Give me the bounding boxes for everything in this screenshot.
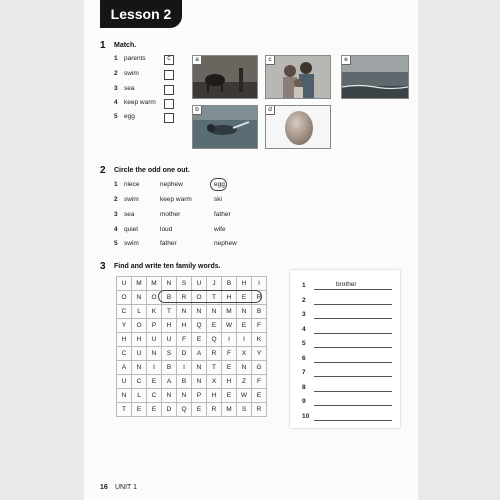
swimmer-image <box>193 106 257 148</box>
grid-letter[interactable]: B <box>177 375 192 389</box>
grid-letter[interactable]: Y <box>252 347 267 361</box>
grid-letter[interactable]: Q <box>177 403 192 417</box>
grid-letter[interactable]: P <box>147 319 162 333</box>
grid-letter[interactable]: K <box>147 305 162 319</box>
answer-number: 9 <box>302 398 306 405</box>
grid-row <box>117 305 267 319</box>
found-word-circle <box>158 290 262 303</box>
grid-letter[interactable]: L <box>132 389 147 403</box>
answer-text: brother <box>336 281 357 288</box>
grid-letter[interactable]: M <box>222 403 237 417</box>
grid-letter[interactable]: I <box>252 277 267 291</box>
answer-number: 4 <box>302 325 306 333</box>
grid-letter[interactable]: D <box>177 347 192 361</box>
grid-row <box>117 333 267 347</box>
grid-letter[interactable]: E <box>252 389 267 403</box>
photo-label: d <box>266 106 275 115</box>
odd-row-number: 4 <box>114 226 118 233</box>
answer-line[interactable] <box>314 289 392 290</box>
match-item-number: 2 <box>114 70 118 77</box>
match-answer-box[interactable] <box>164 99 174 109</box>
grid-letter[interactable]: S <box>237 403 252 417</box>
grid-letter[interactable]: R <box>207 403 222 417</box>
grid-letter[interactable]: T <box>162 305 177 319</box>
grid-letter[interactable]: T <box>207 291 222 305</box>
grid-letter[interactable]: U <box>117 375 132 389</box>
grid-letter[interactable]: E <box>207 319 222 333</box>
answer-line[interactable] <box>314 347 392 348</box>
odd-word-2[interactable]: mother <box>160 211 181 218</box>
grid-letter[interactable]: M <box>132 277 147 291</box>
grid-letter[interactable]: E <box>222 389 237 403</box>
grid-letter[interactable]: H <box>207 389 222 403</box>
exercise-2-title: Circle the odd one out. <box>114 167 190 174</box>
photo-a <box>192 55 258 99</box>
exercise-1-title: Match. <box>114 42 137 49</box>
grid-letter[interactable]: L <box>132 305 147 319</box>
grid-letter[interactable]: I <box>237 333 252 347</box>
odd-row-number: 1 <box>114 181 118 188</box>
exercise-3-number: 3 <box>100 261 106 272</box>
horse-silhouette-image <box>193 56 257 98</box>
exercise-2-number: 2 <box>100 165 106 176</box>
grid-letter[interactable]: E <box>222 361 237 375</box>
grid-letter[interactable]: E <box>192 333 207 347</box>
answer-number: 7 <box>302 369 306 376</box>
grid-letter[interactable]: N <box>192 361 207 375</box>
grid-letter[interactable]: N <box>192 305 207 319</box>
photo-e <box>341 55 409 99</box>
photo-label: e <box>342 56 351 65</box>
grid-letter[interactable]: B <box>252 305 267 319</box>
match-answer-box[interactable] <box>164 85 174 95</box>
answer-number: 6 <box>302 354 306 362</box>
match-answer-box[interactable] <box>164 70 174 80</box>
grid-letter[interactable]: N <box>237 305 252 319</box>
grid-letter[interactable]: R <box>207 347 222 361</box>
egg-image <box>266 106 330 148</box>
grid-letter[interactable]: O <box>117 291 132 305</box>
answer-line[interactable] <box>314 333 392 334</box>
grid-letter[interactable]: Y <box>117 319 132 333</box>
match-item-word: egg <box>124 113 135 120</box>
match-item-number: 1 <box>114 55 118 62</box>
answer-line[interactable] <box>314 405 392 406</box>
match-item-word: swim <box>124 70 139 77</box>
grid-letter[interactable]: B <box>162 361 177 375</box>
grid-letter[interactable]: N <box>177 389 192 403</box>
match-item-number: 4 <box>114 99 118 106</box>
grid-letter[interactable]: A <box>192 347 207 361</box>
grid-letter[interactable]: F <box>252 375 267 389</box>
grid-letter[interactable]: N <box>237 361 252 375</box>
odd-word-1[interactable]: swim <box>124 240 139 247</box>
grid-letter[interactable]: S <box>177 277 192 291</box>
match-item-word: sea <box>124 85 135 92</box>
odd-row-number: 5 <box>114 240 118 247</box>
grid-letter[interactable]: E <box>132 403 147 417</box>
grid-letter[interactable]: X <box>207 375 222 389</box>
family-image <box>266 56 330 98</box>
grid-letter[interactable]: G <box>252 361 267 375</box>
grid-letter[interactable]: S <box>162 347 177 361</box>
match-item-word: keep warm <box>124 99 156 106</box>
answer-number: 8 <box>302 383 306 391</box>
odd-row-number: 2 <box>114 196 118 203</box>
grid-letter[interactable]: E <box>237 319 252 333</box>
grid-letter[interactable]: H <box>222 291 237 305</box>
grid-letter[interactable]: W <box>237 389 252 403</box>
grid-letter[interactable]: C <box>117 347 132 361</box>
grid-row <box>117 277 267 291</box>
grid-letter[interactable]: P <box>192 389 207 403</box>
grid-letter[interactable]: J <box>207 277 222 291</box>
exercise-1-number: 1 <box>100 40 106 51</box>
grid-letter[interactable]: H <box>177 319 192 333</box>
odd-word-3[interactable]: egg <box>214 181 225 188</box>
grid-letter[interactable]: E <box>237 291 252 305</box>
grid-letter[interactable]: F <box>222 347 237 361</box>
grid-letter[interactable]: N <box>132 361 147 375</box>
answer-line[interactable] <box>314 391 392 392</box>
grid-letter[interactable]: H <box>222 375 237 389</box>
grid-letter[interactable]: I <box>147 361 162 375</box>
grid-letter[interactable]: B <box>222 277 237 291</box>
grid-letter[interactable]: T <box>117 403 132 417</box>
photo-label: c <box>266 56 275 65</box>
grid-letter[interactable]: M <box>147 277 162 291</box>
grid-letter[interactable]: X <box>237 347 252 361</box>
grid-letter[interactable]: N <box>147 347 162 361</box>
odd-word-3[interactable]: father <box>214 211 231 218</box>
answer-number: 3 <box>302 311 306 318</box>
answer-number: 10 <box>302 412 310 420</box>
grid-letter[interactable]: H <box>162 319 177 333</box>
grid-row <box>117 361 267 375</box>
grid-letter[interactable]: E <box>147 375 162 389</box>
match-item-number: 3 <box>114 85 118 92</box>
grid-letter[interactable]: K <box>252 333 267 347</box>
answer-line[interactable] <box>314 304 392 305</box>
match-item-word: parents <box>124 55 146 62</box>
grid-letter[interactable]: U <box>117 277 132 291</box>
answer-line[interactable] <box>314 362 392 363</box>
grid-letter[interactable]: B <box>162 291 177 305</box>
grid-letter[interactable]: H <box>237 277 252 291</box>
odd-word-2[interactable]: loud <box>160 226 173 233</box>
grid-row <box>117 403 267 417</box>
unit-label: UNIT 1 <box>115 484 138 491</box>
odd-word-3[interactable]: wife <box>214 226 226 233</box>
grid-letter[interactable]: C <box>132 375 147 389</box>
grid-letter[interactable]: O <box>132 319 147 333</box>
lesson-title: Lesson 2 <box>100 0 182 28</box>
grid-letter[interactable]: N <box>162 277 177 291</box>
answer-line[interactable] <box>314 318 392 319</box>
grid-letter[interactable]: O <box>147 291 162 305</box>
grid-letter[interactable]: A <box>117 361 132 375</box>
photo-label: a <box>193 56 202 65</box>
answer-card <box>290 270 400 428</box>
photo-label: b <box>193 106 202 115</box>
grid-letter[interactable]: N <box>192 375 207 389</box>
answer-number: 5 <box>302 340 306 347</box>
grid-letter[interactable]: Q <box>207 333 222 347</box>
grid-letter[interactable]: F <box>252 319 267 333</box>
odd-word-2[interactable]: keep warm <box>160 196 192 203</box>
photo-b <box>192 105 258 149</box>
odd-row-number: 3 <box>114 211 118 218</box>
grid-letter[interactable]: R <box>252 291 267 305</box>
grid-letter[interactable]: N <box>162 389 177 403</box>
odd-word-2[interactable]: father <box>160 240 177 247</box>
grid-letter[interactable]: Z <box>237 375 252 389</box>
grid-letter[interactable]: R <box>177 291 192 305</box>
grid-letter[interactable]: I <box>222 333 237 347</box>
grid-letter[interactable]: I <box>177 361 192 375</box>
grid-letter[interactable]: F <box>177 333 192 347</box>
grid-letter[interactable]: Q <box>192 319 207 333</box>
grid-letter[interactable]: N <box>207 305 222 319</box>
grid-row <box>117 375 267 389</box>
exercise-3-title: Find and write ten family words. <box>114 263 221 270</box>
grid-letter[interactable]: M <box>222 305 237 319</box>
odd-word-1[interactable]: swim <box>124 196 139 203</box>
grid-letter[interactable]: U <box>162 333 177 347</box>
grid-letter[interactable]: U <box>147 333 162 347</box>
grid-letter[interactable]: T <box>207 361 222 375</box>
match-answer-box[interactable] <box>164 113 174 123</box>
grid-row <box>117 389 267 403</box>
odd-word-1[interactable]: sea <box>124 211 135 218</box>
grid-letter[interactable]: O <box>192 291 207 305</box>
grid-letter[interactable]: A <box>162 375 177 389</box>
answer-line[interactable] <box>314 420 392 421</box>
grid-letter[interactable]: E <box>192 403 207 417</box>
page-number: 16 <box>100 484 108 491</box>
answer-number: 2 <box>302 296 306 304</box>
odd-word-3[interactable]: nephew <box>214 240 237 247</box>
grid-letter[interactable]: U <box>132 347 147 361</box>
grid-letter[interactable]: N <box>177 305 192 319</box>
grid-letter[interactable]: N <box>117 389 132 403</box>
grid-letter[interactable]: E <box>147 403 162 417</box>
answer-number: 1 <box>302 282 306 289</box>
odd-one-out-circle <box>210 178 227 191</box>
grid-letter[interactable]: C <box>147 389 162 403</box>
grid-letter[interactable]: U <box>192 277 207 291</box>
grid-letter[interactable]: R <box>252 403 267 417</box>
grid-letter[interactable]: N <box>132 291 147 305</box>
grid-row <box>117 319 267 333</box>
grid-letter[interactable]: C <box>117 305 132 319</box>
grid-letter[interactable]: H <box>132 333 147 347</box>
match-answer: c <box>167 55 171 62</box>
grid-row <box>117 347 267 361</box>
odd-word-1[interactable]: quiet <box>124 226 139 233</box>
sea-image <box>342 56 408 98</box>
photo-c <box>265 55 331 99</box>
odd-word-2[interactable]: nephew <box>160 181 183 188</box>
grid-letter[interactable]: H <box>117 333 132 347</box>
odd-word-3[interactable]: ski <box>214 196 222 203</box>
workbook-page <box>84 0 418 500</box>
match-answer-box[interactable] <box>164 55 174 65</box>
grid-letter[interactable]: W <box>222 319 237 333</box>
grid-letter[interactable]: D <box>162 403 177 417</box>
odd-word-1[interactable]: niece <box>124 181 140 188</box>
answer-line[interactable] <box>314 376 392 377</box>
photo-d <box>265 105 331 149</box>
match-item-number: 5 <box>114 113 118 120</box>
